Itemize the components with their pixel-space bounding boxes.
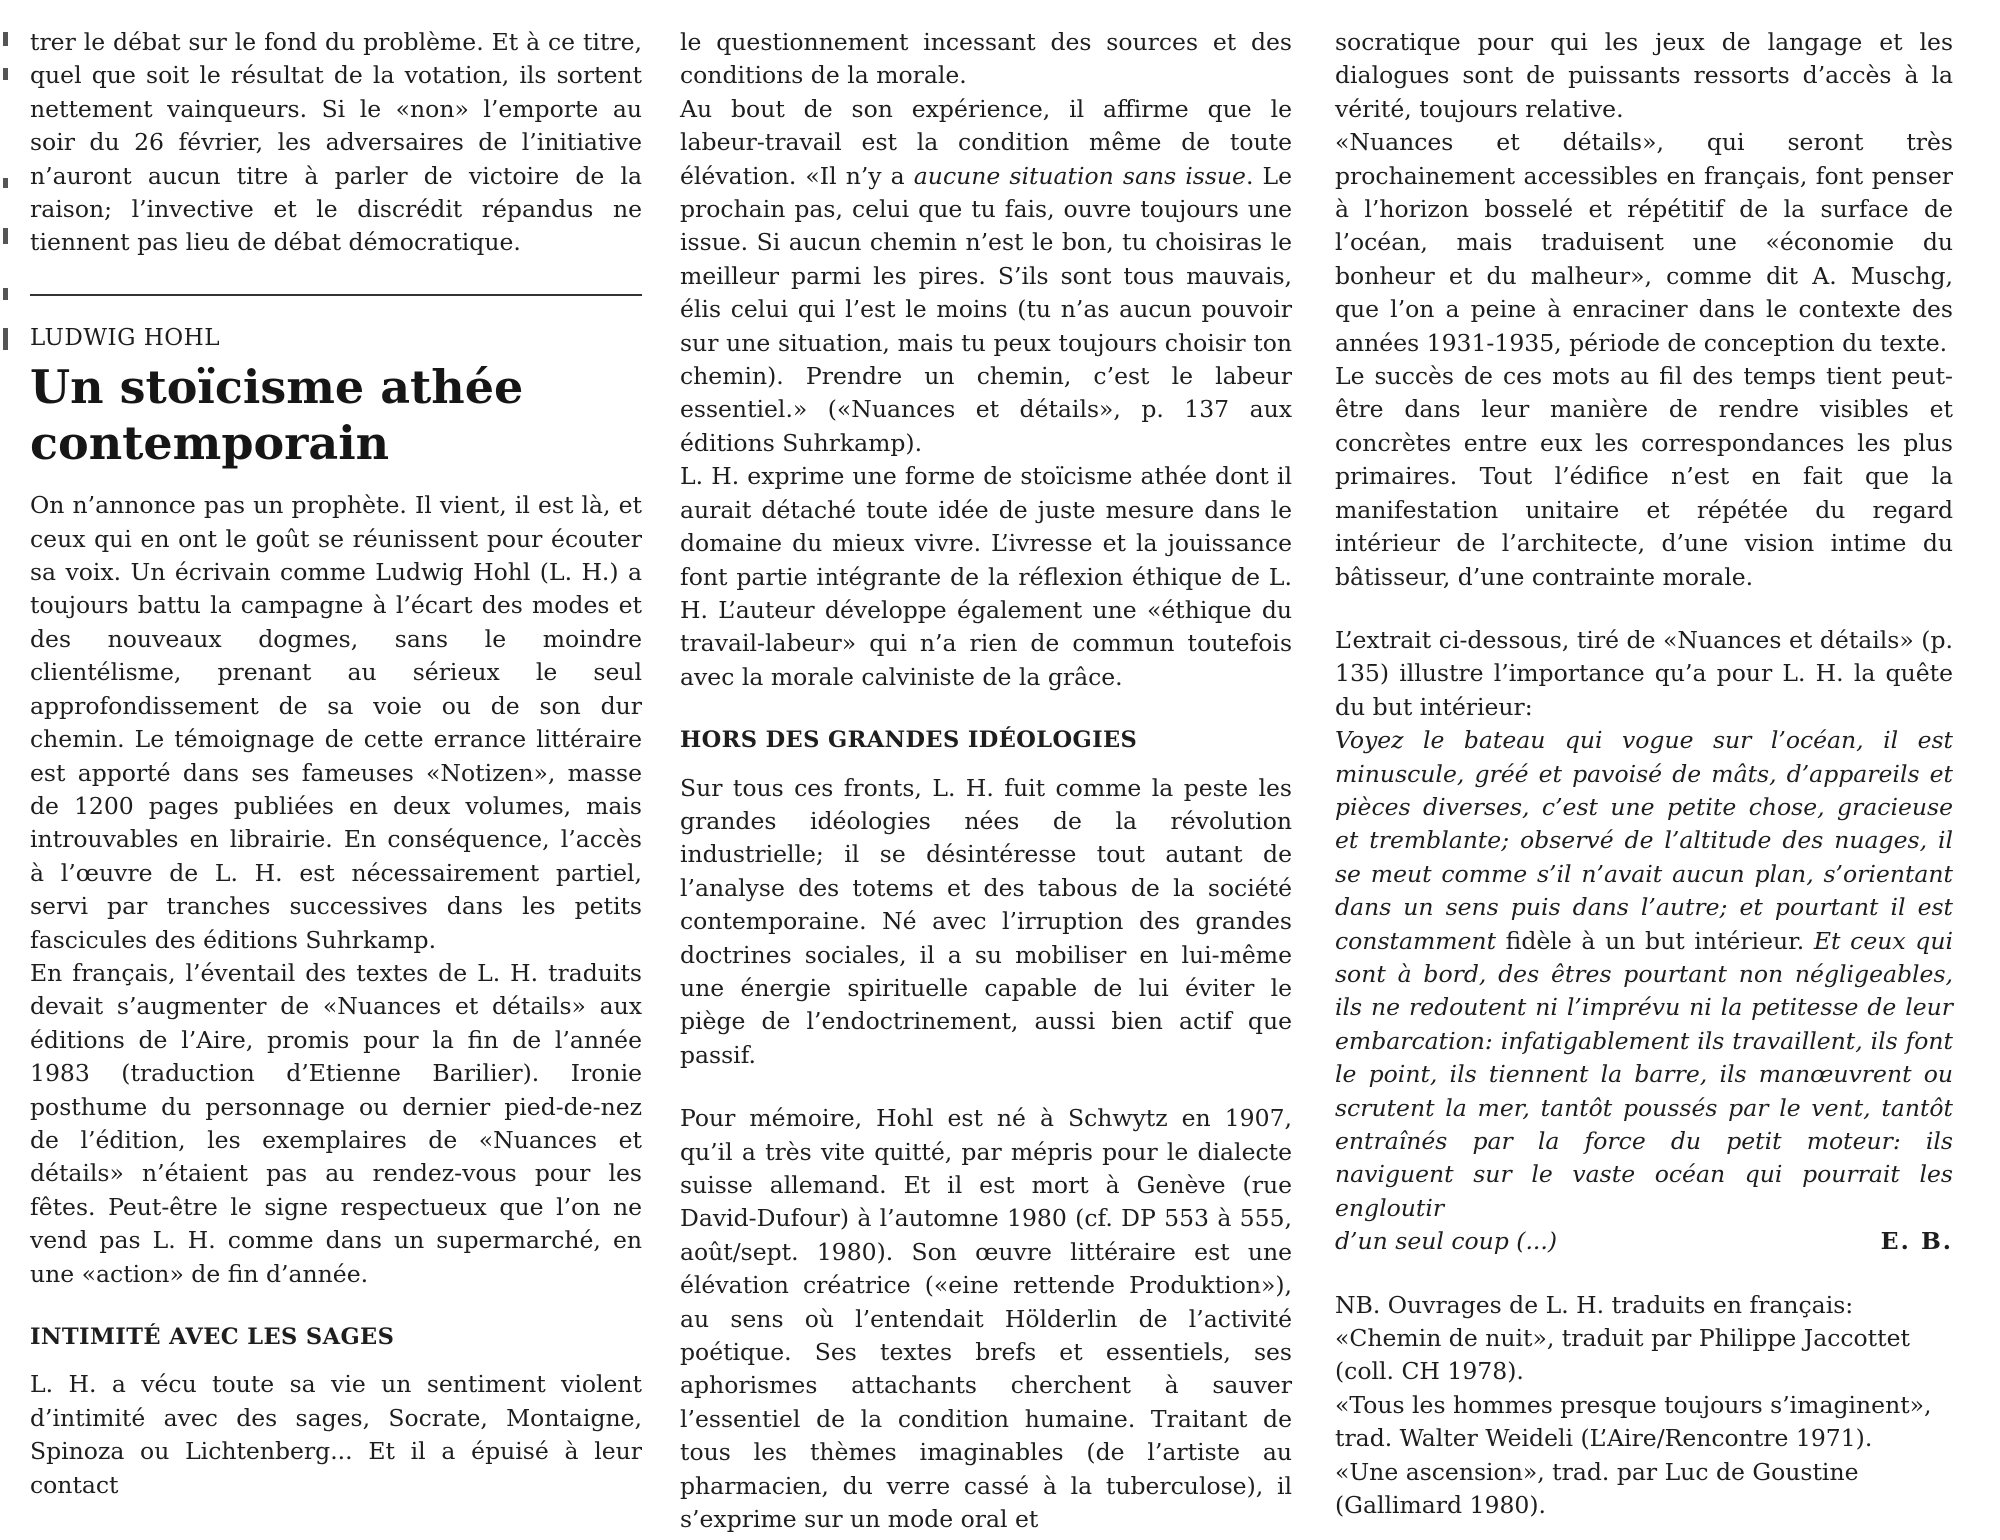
nb-bibliography	[1335, 1289, 1953, 1523]
column-3	[1335, 26, 1953, 1522]
body-paragraph: le questionnement incessant des sources et des conditions de la morale.	[680, 28, 1292, 90]
nb-line: «Une ascension», trad. par Luc de Goustine (Gallimard 1980).	[1335, 1457, 1859, 1520]
left-edge-marks	[0, 28, 12, 378]
subheading-sages: INTIMITÉ AVEC LES SAGES	[30, 1324, 395, 1350]
nb-line: «Tous les hommes presque toujours s’imaginent», trad. Walter Weideli (L’Aire/Rencontre 1971).	[1335, 1390, 1932, 1453]
body-paragraph: «Nuances et détails», qui seront très prochainement accessibles en français, font penser à l’horizon bosselé et répétitif de la surface de l’océan, mais traduisent une «économie du bonheur et du malheur», comme dit A. Muschg, que l’on a peine à enraciner dans le contexte des années 1931-1935, période de conception du texte.	[1335, 128, 1953, 357]
nb-line: NB. Ouvrages de L. H. traduits en français:	[1335, 1290, 1854, 1319]
subheading-ideologies: HORS DES GRANDES IDÉOLOGIES	[680, 727, 1138, 754]
section-divider	[30, 294, 642, 296]
body-paragraph: En français, l’éventail des textes de L. H. traduits devait s’augmenter de «Nuances et détails» aux éditions de l’Aire, promis pour la fin de l’année 1983 (traduction d’Etienne Barilier). Ironie posthume du personnage ou dernier pied-de-nez de l’édition, les exemplaires de «Nuances et détails» n’étaient pas au rendez-vous pour les fêtes. Peut-être le signe respectueux que l’on ne vend pas L. H. comme dans un supermarché, en une «action» de fin d’année.	[30, 958, 642, 1288]
nb-line: «Chemin de nuit», traduit par Philippe Jaccottet (coll. CH 1978).	[1335, 1324, 1910, 1386]
quote-end-and-signature	[1335, 1225, 1953, 1258]
column-2	[680, 26, 1292, 1536]
author-name: LUDWIG HOHL	[30, 324, 220, 351]
body-paragraph: Pour mémoire, Hohl est né à Schwytz en 1907, qu’il a très vite quitté, par mépris pour le dialecte suisse allemand. Et il est mort à Genève (rue David-Dufour) à l’automne 1980 (cf. DP 553 à 555, août/sept. 1980). Son œuvre littéraire est une élévation créatrice («eine rettende Produktion»), au sens où l’entendait Hölderlin de l’activité poétique. Ses textes brefs et essentiels, ses aphorismes attachants cherchent à sauver l’essentiel de la condition humaine. Traitant de tous les thèmes imaginables (de l’artiste au pharmacien, du verre cassé à la tuberculose), il s’exprime sur un mode oral et	[680, 1104, 1292, 1534]
body-paragraph-quote: Au bout de son expérience, il affirme que le labeur-travail est la condition même de toute élévation. «Il n’y a aucune situation sans issue. Le prochain pas, celui que tu fais, ouvre toujours une issue. Si aucun chemin n’est le bon, tu choisiras le meilleur parmi les pires. S’ils sont tous mauvais, élis celui qui l’est le moins (tu n’as aucun pouvoir sur une situation, mais tu peux toujours choisir ton chemin). Prendre un chemin, c’est le labeur essentiel.» («Nuances et détails», p. 137 aux éditions Suhrkamp).	[680, 94, 1293, 457]
article-headline: Un stoïcisme athée contemporain	[30, 360, 524, 471]
extract-quote: Voyez le bateau qui vogue sur l’océan, il est minuscule, gréé et pavoisé de mâts, d’appareils et pièces diverses, c’est une petite chose, gracieuse et tremblante; observé de l’altitude des nuages, il se meut comme s’il n’avait aucun plan, s’orientant dans un sens puis dans l’autre; et pourtant il est constamment fidèle à un but intérieur. Et ceux qui sont à bord, des êtres pourtant non négligeables, ils ne redoutent ni l’imprévu ni la petitesse de leur embarcation: infatigablement ils travaillent, ils font le point, ils tiennent la barre, ils manœuvrent ou scrutent la mer, tantôt poussés par le vent, tantôt entraînés par la force du petit moteur: ils naviguent sur le vaste océan qui pourrait les engloutir	[1335, 726, 1953, 1222]
intro-paragraph: trer le débat sur le fond du problème. Et à ce titre, quel que soit le résultat de la votation, ils sortent nettement vainqueurs. Si le «non» l’emporte au soir du 26 février, les adversaires de l’initiative n’auront aucun titre à parler de victoire de la raison; l’invective et le discrédit répandus ne tiennent pas lieu de débat démocratique.	[30, 28, 642, 257]
quote-last-line: d’un seul coup (...)	[1335, 1227, 1558, 1256]
author-signature: E. B.	[1880, 1227, 1953, 1256]
body-paragraph: Sur tous ces fronts, L. H. fuit comme la peste les grandes idéologies nées de la révolution industrielle; il se désintéresse tout autant de l’analyse des totems et des tabous de la société contemporaine. Né avec l’irruption des grandes doctrines sociales, il a su mobiliser en lui-même une énergie spirituelle capable de lui éviter le piège de l’endoctrinement, aussi bien actif que passif.	[680, 773, 1292, 1069]
body-paragraph: On n’annonce pas un prophète. Il vient, il est là, et ceux qui en ont le goût se réunissent pour écouter sa voix. Un écrivain comme Ludwig Hohl (L. H.) a toujours battu la campagne à l’écart des modes et des nouveaux dogmes, sans le moindre clientélisme, prenant au sérieux le seul approfondissement de sa voie ou de son dur chemin. Le témoignage de cette errance littéraire est apporté dans ses fameuses «Notizen», masse de 1200 pages publiées en deux volumes, mais introuvables en librairie. En conséquence, l’accès à l’œuvre de L. H. est nécessairement partiel, servi par tranches successives dans les petits fascicules des éditions Suhrkamp.	[30, 491, 642, 954]
body-paragraph: L. H. a vécu toute sa vie un sentiment violent d’intimité avec des sages, Socrate, Montaigne, Spinoza ou Lichtenberg... Et il a épuisé à leur contact	[30, 1370, 642, 1499]
body-paragraph: Le succès de ces mots au fil des temps tient peut-être dans leur manière de rendre visibles et concrètes entre eux les correspondances les plus primaires. Tout l’édifice n’est en fait que la manifestation unitaire et répétée du regard intérieur de l’architecte, d’une vision intime du bâtisseur, d’une contrainte morale.	[1335, 362, 1953, 591]
body-paragraph: socratique pour qui les jeux de langage et les dialogues sont de puissants ressorts d’accès à la vérité, toujours relative.	[1335, 28, 1953, 123]
body-paragraph: L’extrait ci-dessous, tiré de «Nuances et détails» (p. 135) illustre l’importance qu’a pour L. H. la quête du but intérieur:	[1335, 625, 1953, 721]
body-paragraph: L. H. exprime une forme de stoïcisme athée dont il aurait détaché toute idée de juste mesure dans le domaine du mieux vivre. L’ivresse et la jouissance font partie intégrante de la réflexion éthique de L. H. L’auteur développe également une «éthique du travail-labeur» qui n’a rien de commun toutefois avec la morale calviniste de la grâce.	[680, 462, 1292, 691]
italic-phrase: aucune situation sans issue	[913, 161, 1246, 190]
column-1	[30, 26, 642, 1502]
